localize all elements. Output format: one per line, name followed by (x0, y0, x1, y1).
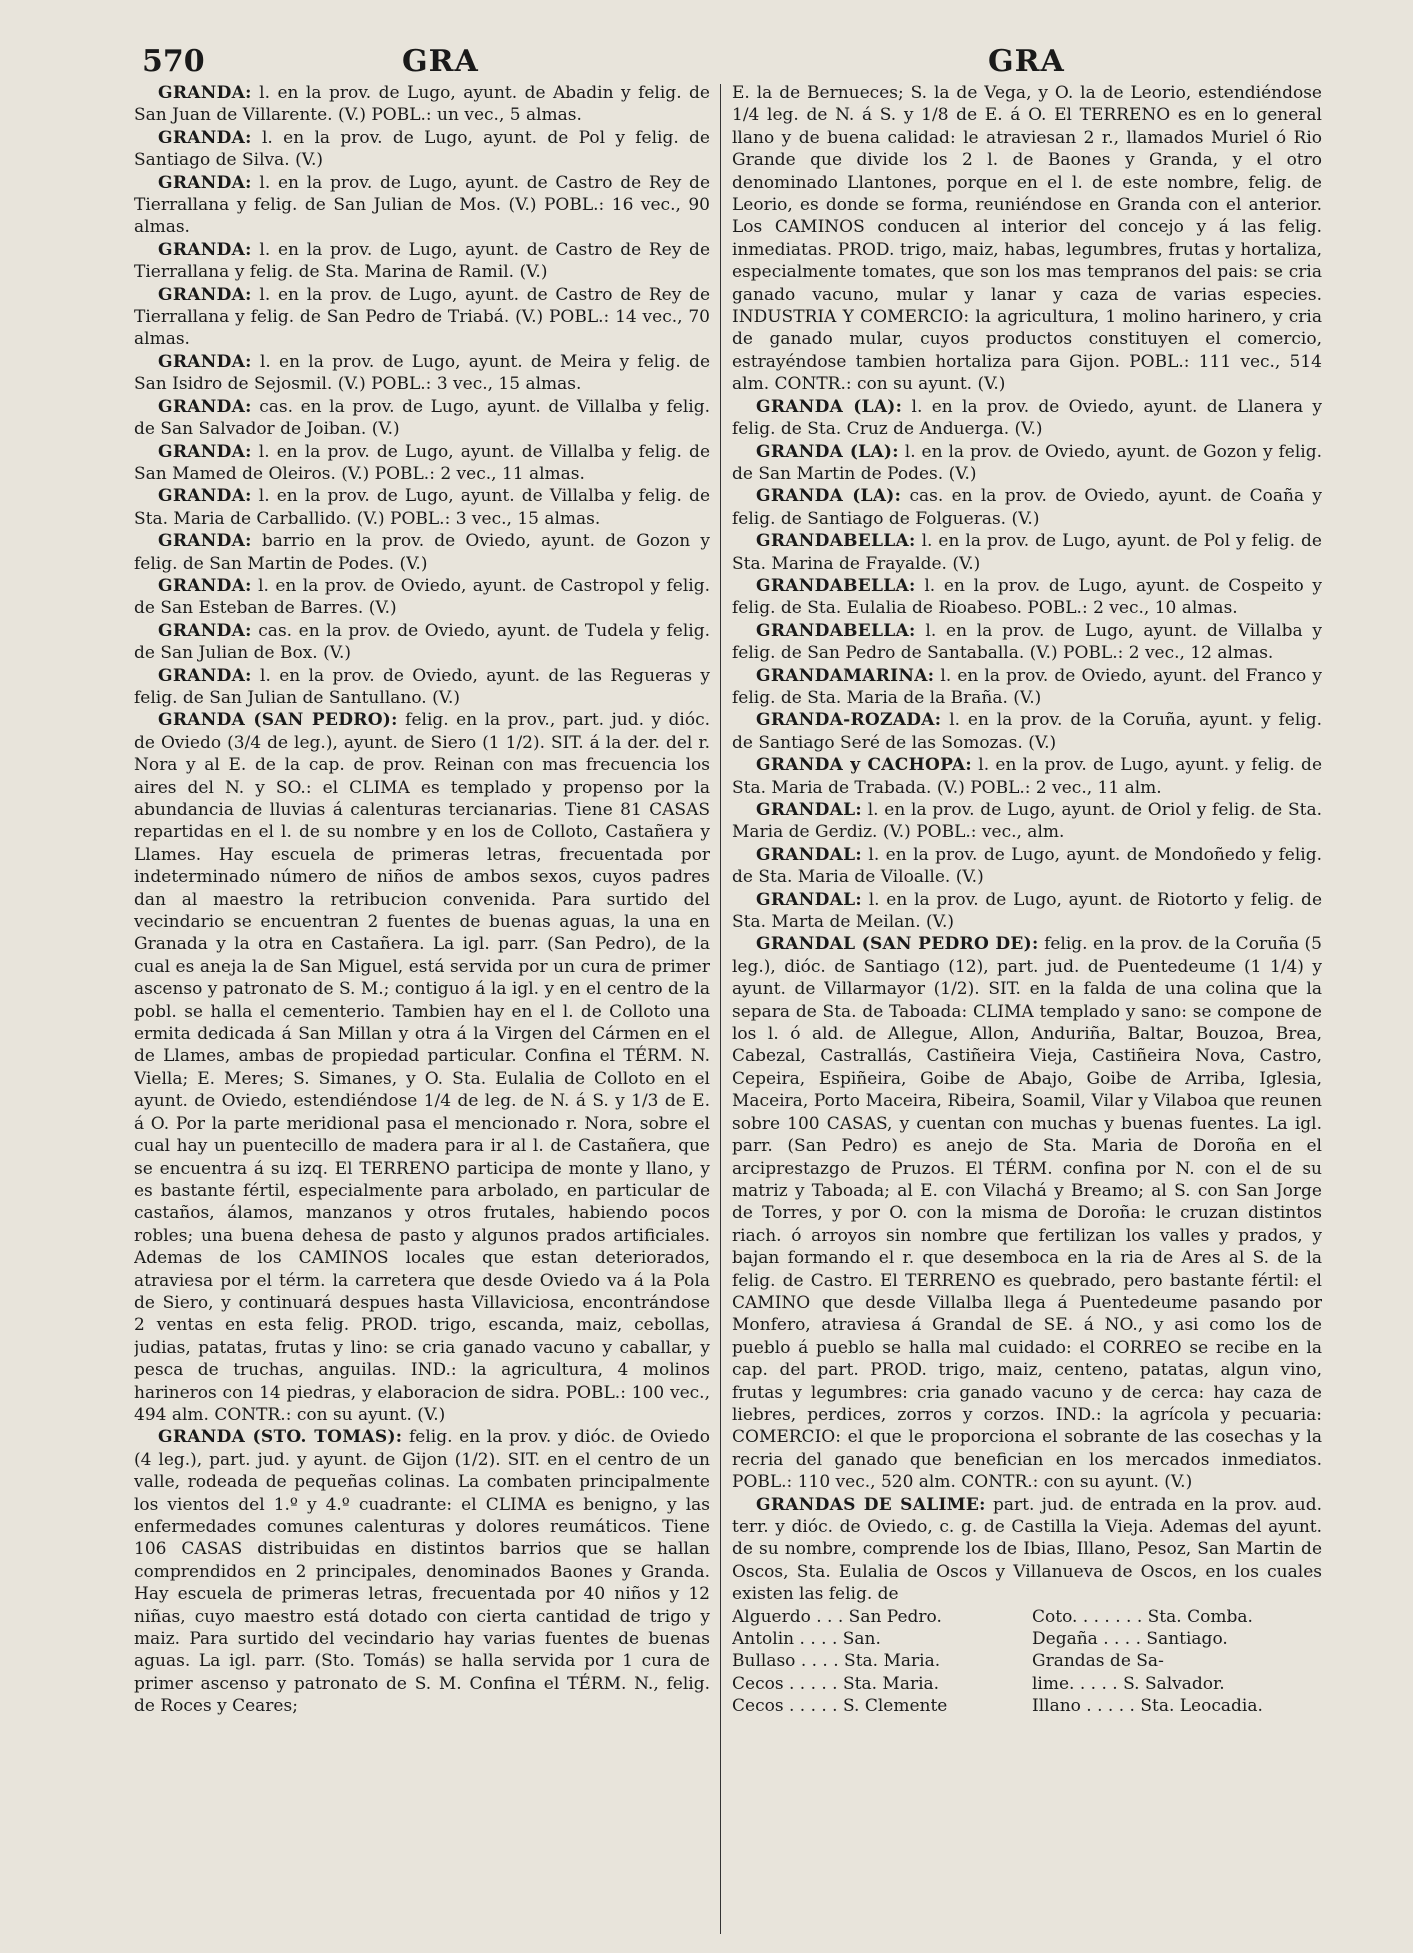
entry-headword: GRANDAS DE SALIME: (756, 1494, 986, 1515)
parish-cell: Grandas de Sa- (1032, 1651, 1164, 1672)
entry-headword: GRANDAL (SAN PEDRO DE): (756, 934, 1039, 955)
left-running-head: GRA (402, 44, 479, 79)
entry-headword: GRANDAL: (756, 844, 862, 865)
entry-body: l. en la prov. de Oviedo, ayunt. de las Regueras y felig. de San Julian de Santullano. (V.) (134, 665, 710, 708)
entry-body: cas. en la prov. de Oviedo, ayunt. de Tudela y felig. de San Julian de Box. (V.) (134, 620, 710, 664)
parish-row (732, 1628, 1322, 1650)
parish-cell: Coto. . . . . . . Sta. Comba. (1032, 1606, 1253, 1627)
entry-headword: GRANDA (LA): (756, 486, 902, 507)
entry-body: l. en la prov. de Lugo, ayunt. de Pol y felig. de Santiago de Silva. (V.) (134, 127, 710, 171)
entry-headword: GRANDA: (158, 575, 252, 596)
entry-headword: GRANDAL: (756, 800, 862, 820)
entry-headword: GRANDA-ROZADA: (756, 710, 942, 731)
entry-headword: GRANDA: (158, 127, 252, 148)
entry-headword: GRANDA: (158, 83, 252, 103)
entry-body: barrio en la prov. de Oviedo, ayunt. de Gozon y felig. de San Martin de Podes. (V.) (134, 531, 710, 574)
dictionary-entry (134, 575, 710, 620)
dictionary-entry (732, 933, 1322, 1493)
dictionary-entry (134, 351, 710, 396)
parish-row (732, 1673, 1322, 1695)
entry-body: l. en la prov. de la Coruña, ayunt. y felig. de Santiago Seré de las Somozas. (V.) (732, 710, 1322, 753)
entry-body: l. en la prov. de Lugo, ayunt. de Villalba y felig. de San Pedro de Santaballa. (V.) POBL.: 2 vec., 12 almas. (732, 620, 1322, 664)
entry-headword: GRANDA: (158, 351, 252, 372)
entry-body: l. en la prov. de Oviedo, ayunt. de Llanera y felig. de Sta. Cruz de Anduerga. (V.) (732, 396, 1322, 440)
entry-headword: GRANDA: (158, 396, 252, 417)
entry-headword: GRANDAMARINA: (756, 665, 935, 686)
parish-cell: Cecos . . . . . S. Clemente (732, 1696, 948, 1717)
parish-cell: Antolin . . . . San. (732, 1629, 881, 1650)
dictionary-entry (732, 844, 1322, 889)
entry-headword: GRANDA: (158, 531, 252, 552)
parish-row (732, 1650, 1322, 1672)
dictionary-entry (134, 1426, 710, 1717)
entry-body: felig. en la prov. de la Coruña (5 leg.), dióc. de Santiago (12), part. jud. de Puentedeume (1 1/4) y ayunt. de Villarmayor (1/2). SIT. en la falda de una colina que la separa de Sta. de Taboada: CLIMA templado y sano: se compone de los l. ó ald. de Allegue, Allon, Anduriña, Baltar, Bouzoa, Brea, Cabezal, Castrallás, Castiñeira Vieja, Castiñeira Nova, Castro, Cepeira, Espiñeira, Goibe de Abajo, Goibe de Arriba, Iglesia, Maceira, Porto Maceira, Ribeira, Soamil, Vilar y Vilaboa que reunen sobre 100 CASAS, y cuentan con muchas y buenas fuentes. La igl. parr. (San Pedro) es anejo de Sta. Maria de Doroña en el arciprestazgo de Pruzos. El TÉRM. confina por N. con el de su matriz y Taboada; al E. con Vilachá y Breamo; al S. con San Jorge de Torres, y por O. con la misma de Doroña: le cruzan distintos riach. ó arroyos sin nombre que fertilizan los valles y prados, y bajan formando el r. que desemboca en la ria de Ares al S. de la felig. de Castro. El TERRENO es quebrado, pero bastante fértil: el CAMINO que desde Villalba llega á Puentedeume pasando por Monfero, atraviesa á Grandal de SE. á NO., y asi como los de pueblo á pueblo se halla mal cuidado: el CORREO se recibe en la cap. del part. PROD. trigo, maiz, centeno, patatas, algun vino, frutas y legumbres: cria ganado vacuno y de cerca: hay caza de liebres, perdices, zorros y corzos. IND.: la agrícola y pecuaria: COMERCIO: el que le proporciona el sobrante de las cosechas y la recria del ganado que benefician en los mercados inmediatos. POBL.: 110 vec., 520 alm. CONTR.: con su ayunt. (V.) (732, 934, 1322, 1493)
entry-body: E. la de Bernueces; S. la de Vega, y O. la de Leorio, estendiéndose 1/4 leg. de N. á S. y 1/8 de E. á O. El TERRENO es en lo general llano y de buena calidad: le atraviesan 2 r., llamados Muriel ó Rio Grande que divide los 2 l. de Baones y Granda, y el otro denominado Llantones, porque en el l. de este nombre, felig. de Leorio, es donde se forma, reuniéndose en Granda con el anterior. Los CAMINOS conducen al interior del concejo y á las felig. inmediatas. PROD. trigo, maiz, habas, legumbres, frutas y hortaliza, especialmente tomates, que son los mas tempranos del pais: se cria ganado vacuno, mular y lanar y caza de varias especies. INDUSTRIA Y COMERCIO: la agricultura, 1 molino harinero, y cria de ganado mular, cuyos productos constituyen el comercio, estrayéndose tambien hortaliza para Gijon. POBL.: 111 vec., 514 alm. CONTR.: con su ayunt. (V.) (732, 83, 1322, 395)
entry-body: l. en la prov. de Lugo, ayunt. de Villalba y felig. de Sta. Maria de Carballido. (V.) POBL.: 3 vec., 15 almas. (134, 486, 710, 529)
dictionary-entry (732, 889, 1322, 934)
dictionary-entry (732, 441, 1322, 486)
entry-body: l. en la prov. de Lugo, ayunt. de Castro de Rey de Tierrallana y felig. de San Pedro de Triabá. (V.) POBL.: 14 vec., 70 almas. (134, 284, 710, 350)
entry-body: felig. en la prov. y dióc. de Oviedo (4 leg.), part. jud. y ayunt. de Gijon (1/2). SIT. en el centro de un valle, rodeada de pequeñas colinas. La combaten principalmente los vientos del 1.º y 4.º cuadrante: el CLIMA es benigno, y las enfermedades comunes calenturas y dolores reumáticos. Tiene 106 CASAS distribuidas en distintos barrios que se hallan comprendidos en 2 principales, denominados Baones y Granda. Hay escuela de primeras letras, frecuentada por 40 niños y 12 niñas, cuyo maestro está dotado con cierta cantidad de trigo y maiz. Para surtido del vecindario hay varias fuentes de buenas aguas. La igl. parr. (Sto. Tomás) se halla servida por 1 cura de primer ascenso y patronato de S. M. Confina el TÉRM. N., felig. de Roces y Ceares; (134, 1427, 710, 1717)
entry-body: l. en la prov. de Lugo, ayunt. y felig. de Sta. Maria de Trabada. (V.) POBL.: 2 vec., 11 alm. (732, 755, 1322, 798)
entry-body: l. en la prov. de Lugo, ayunt. de Abadin y felig. de San Juan de Villarente. (V.) POBL.: un vec., 5 almas. (134, 83, 710, 126)
dictionary-entry (732, 709, 1322, 754)
right-running-head: GRA (988, 44, 1065, 79)
dictionary-entry (134, 127, 710, 172)
entry-body: l. en la prov. de Lugo, ayunt. de Meira y felig. de San Isidro de Sejosmil. (V.) POBL.: 3 vec., 15 almas. (134, 351, 710, 395)
page-header (0, 44, 1413, 84)
parish-table (732, 1606, 1322, 1718)
entry-body: l. en la prov. de Oviedo, ayunt. de Castropol y felig. de San Esteban de Barres. (V.) (134, 575, 710, 619)
entry-headword: GRANDABELLA: (756, 531, 916, 552)
entry-body: part. jud. de entrada en la prov. aud. terr. y dióc. de Oviedo, c. g. de Castilla la Vieja. Ademas del ayunt. de su nombre, comprende los de Ibias, Illano, Pesoz, San Martin de Oscos, Sta. Eulalia de Oscos y Villanueva de Oscos, en los cuales existen las felig. de (732, 1494, 1322, 1605)
entry-headword: GRANDA: (158, 620, 252, 641)
dictionary-entry (134, 665, 710, 710)
dictionary-entry (134, 82, 710, 127)
entry-headword: GRANDA (SAN PEDRO): (158, 710, 398, 731)
entry-headword: GRANDA (STO. TOMAS): (158, 1427, 403, 1448)
dictionary-entry (134, 239, 710, 284)
dictionary-entry (732, 530, 1322, 575)
dictionary-entry (732, 799, 1322, 844)
left-column (134, 82, 710, 1937)
entry-body: felig. en la prov., part. jud. y dióc. de Oviedo (3/4 de leg.), ayunt. de Siero (1 1/2). SIT. á la der. del r. Nora y al E. de la cap. de prov. Reinan con mas frecuencia los aires del N. y SO.: el CLIMA es templado y propenso por la abundancia de lluvias á calenturas tercianarias. Tiene 81 CASAS repartidas en el l. de su nombre y en los de Colloto, Castañera y Llames. Hay escuela de primeras letras, frecuentada por indeterminado número de niños de ambos sexos, cuyos padres dan al maestro la retribucion convenida. Para surtido del vecindario se encuentran 2 fuentes de buenas aguas, la una en Granada y la otra en Castañera. La igl. parr. (San Pedro), de la cual es aneja la de San Miguel, está servida por un cura de primer ascenso y patronato de S. M.; contiguo á la igl. y en el centro de la pobl. se halla el cementerio. Tambien hay en el l. de Colloto una ermita dedicada á San Millan y otra á la Virgen del Cármen en el de Llames, ambas de propiedad particular. Confina el TÉRM. N. Viella; E. Meres; S. Simanes, y O. Sta. Eulalia de Colloto en el ayunt. de Oviedo, estendiéndose 1/4 de leg. de N. á S. y 1/3 de E. á O. Por la parte meridional pasa el mencionado r. Nora, sobre el cual hay un puentecillo de madera para ir al l. de Castañera, que se encuentra á su izq. El TERRENO participa de monte y llano, y es bastante fértil, especialmente para arbolado, en particular de castaños, álamos, manzanos y otros frutales, habiendo pocos robles; una buena dehesa de pasto y algunos prados artificiales. Ademas de los CAMINOS locales que estan deteriorados, atraviesa por el térm. la carretera que desde Oviedo va á la Pola de Siero, y continuará despues hasta Villaviciosa, encontrándose 2 ventas en esta felig. PROD. trigo, escanda, maiz, cebollas, judias, patatas, frutas y lino: se cria ganado vacuno y caballar, y pesca de truchas, anguilas. IND.: la agricultura, 4 molinos harineros con 14 piedras, y elaboracion de sidra. POBL.: 100 vec., 494 alm. CONTR.: con su ayunt. (V.) (134, 710, 710, 1425)
parish-row (732, 1606, 1322, 1628)
entry-headword: GRANDA: (158, 486, 252, 507)
entry-body: l. en la prov. de Lugo, ayunt. de Oriol y felig. de Sta. Maria de Gerdiz. (V.) POBL.: vec., alm. (732, 800, 1322, 843)
entry-headword: GRANDA: (158, 172, 252, 193)
right-column (732, 82, 1322, 1937)
entry-headword: GRANDA: (158, 239, 252, 260)
entry-headword: GRANDA y CACHOPA: (756, 755, 972, 776)
page-number: 570 (142, 44, 205, 79)
dictionary-entry (732, 485, 1322, 530)
dictionary-entry (134, 709, 710, 1426)
entry-body: l. en la prov. de Lugo, ayunt. de Castro de Rey de Tierrallana y felig. de Sta. Marina de Ramil. (V.) (134, 239, 710, 283)
parish-cell: Alguerdo . . . San Pedro. (732, 1606, 942, 1627)
entry-headword: GRANDA (LA): (756, 396, 903, 417)
entry-headword: GRANDABELLA: (756, 620, 916, 641)
dictionary-entry (732, 1494, 1322, 1606)
dictionary-entry (134, 396, 710, 441)
parish-cell: Cecos . . . . . Sta. Maria. (732, 1673, 940, 1694)
entry-headword: GRANDA: (158, 284, 252, 305)
parish-cell: Bullaso . . . . Sta. Maria. (732, 1651, 941, 1672)
entry-headword: GRANDABELLA: (756, 575, 916, 596)
entry-body: cas. en la prov. de Lugo, ayunt. de Villalba y felig. de San Salvador de Joiban. (V.) (134, 396, 710, 440)
entry-body: l. en la prov. de Lugo, ayunt. de Riotorto y felig. de Sta. Marta de Meilan. (V.) (732, 889, 1322, 933)
entry-body: l. en la prov. de Lugo, ayunt. de Pol y felig. de Sta. Marina de Frayalde. (V.) (732, 531, 1322, 574)
dictionary-entry (134, 172, 710, 239)
dictionary-entry (134, 441, 710, 486)
column-rule (720, 84, 721, 1934)
entry-headword: GRANDA: (158, 441, 252, 462)
entry-body: l. en la prov. de Lugo, ayunt. de Cospeito y felig. de Sta. Eulalia de Rioabeso. POBL.: 2 vec., 10 almas. (732, 575, 1322, 619)
dictionary-entry (732, 396, 1322, 441)
dictionary-entry (134, 620, 710, 665)
dictionary-entry (134, 530, 710, 575)
dictionary-entry (732, 575, 1322, 620)
entry-body: l. en la prov. de Lugo, ayunt. de Villalba y felig. de San Mamed de Oleiros. (V.) POBL.: 2 vec., 11 almas. (134, 441, 710, 484)
parish-cell: Degaña . . . . Santiago. (1032, 1629, 1228, 1650)
dictionary-entry (134, 485, 710, 530)
parish-row (732, 1695, 1322, 1717)
entry-headword: GRANDA (LA): (756, 441, 899, 462)
entry-body: l. en la prov. de Oviedo, ayunt. de Gozon y felig. de San Martin de Podes. (V.) (732, 441, 1322, 484)
entry-body: cas. en la prov. de Oviedo, ayunt. de Coaña y felig. de Santiago de Folgueras. (V.) (732, 486, 1322, 529)
parish-cell: Illano . . . . . Sta. Leocadia. (1032, 1696, 1263, 1717)
dictionary-entry (732, 754, 1322, 799)
parish-cell: lime. . . . . S. Salvador. (1032, 1673, 1225, 1694)
entry-headword: GRANDA: (158, 665, 252, 686)
dictionary-entry (732, 82, 1322, 396)
entry-body: l. en la prov. de Oviedo, ayunt. del Franco y felig. de Sta. Maria de la Braña. (V.) (732, 665, 1322, 708)
dictionary-entry (134, 284, 710, 351)
dictionary-entry (732, 665, 1322, 710)
dictionary-entry (732, 620, 1322, 665)
entry-headword: GRANDAL: (756, 889, 862, 910)
entry-body: l. en la prov. de Lugo, ayunt. de Castro de Rey de Tierrallana y felig. de San Julian de Mos. (V.) POBL.: 16 vec., 90 almas. (134, 172, 710, 238)
entry-body: l. en la prov. de Lugo, ayunt. de Mondoñedo y felig. de Sta. Maria de Viloalle. (V.) (732, 844, 1322, 888)
